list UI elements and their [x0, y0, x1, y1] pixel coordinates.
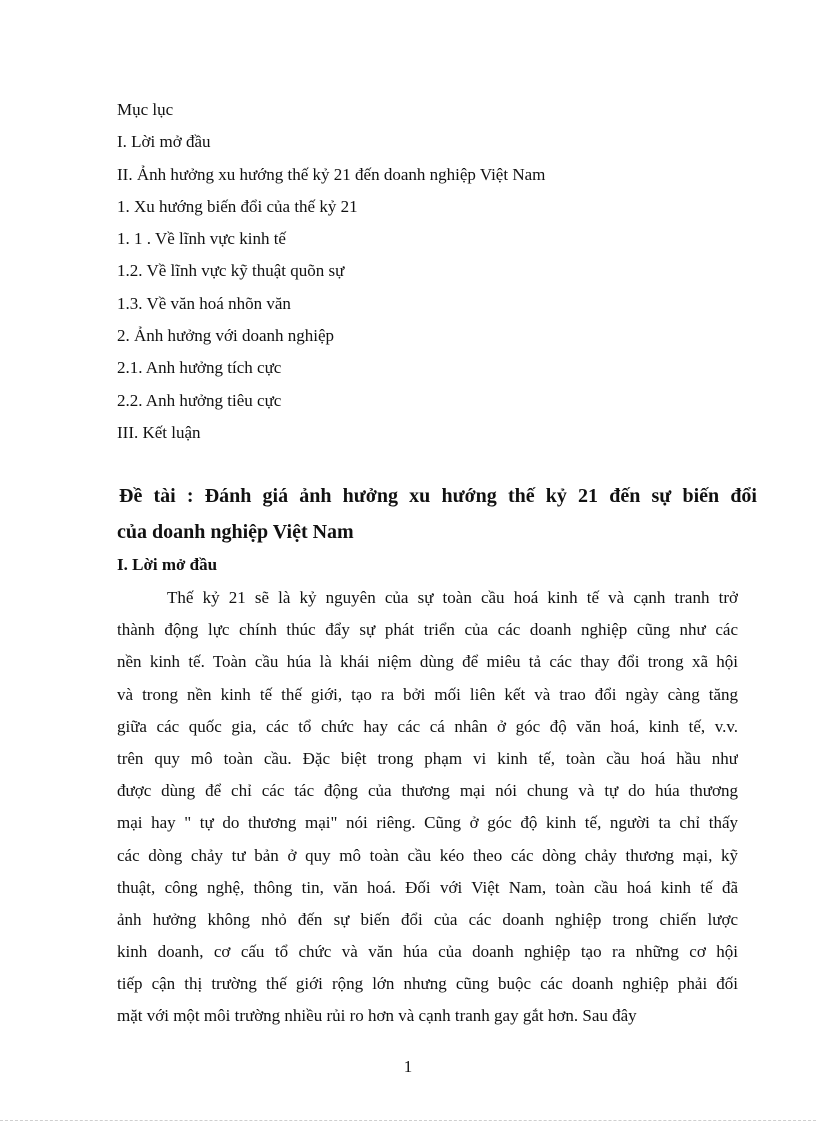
body-paragraph	[117, 582, 738, 1033]
toc-heading: Mục lục	[117, 100, 174, 119]
page-number: 1	[403, 1057, 413, 1076]
table-of-contents	[117, 94, 737, 449]
paragraph-line: ảnh hưởng không nhỏ đến sự biến đổi của các doanh nghiệp trong chiến lược	[117, 909, 738, 929]
document-title-line-1: Đề tài : Đánh giá ảnh hưởng xu hướng thế kỷ 21 đến sự biến đổi	[119, 485, 757, 507]
toc-item: 2.2. Anh hưởng tiêu cực	[117, 390, 282, 410]
paragraph-line: và trong nền kinh tế thế giới, tạo ra bởi mối liên kết và trao đổi ngày càng tăng	[117, 684, 738, 704]
paragraph-line: tiếp cận thị trường thế giới rộng lớn nhưng cũng buộc các doanh nghiệp phải đối	[117, 974, 738, 994]
paragraph-line: mặt với một môi trường nhiều rủi ro hơn và cạnh tranh gay gắt hơn. Sau đây	[117, 1006, 637, 1026]
document-title-line-2: của doanh nghiệp Việt Nam	[117, 521, 354, 543]
paragraph-line: Thế kỷ 21 sẽ là kỷ nguyên của sự toàn cầu hoá kinh tế và cạnh tranh trở	[167, 588, 738, 607]
toc-item: I. Lời mở đầu	[117, 132, 211, 152]
toc-item: III. Kết luận	[117, 422, 201, 442]
document-title	[117, 478, 757, 550]
paragraph-line: mại hay " tự do thương mại" nói riêng. Cũng ở góc độ kinh tế, người ta chỉ thấy	[117, 813, 738, 833]
paragraph-line: các dòng chảy tư bản ở quy mô toàn cầu kéo theo các dòng chảy thương mại, kỹ	[117, 845, 738, 865]
toc-item: 1.3. Về văn hoá nhõn văn	[117, 293, 291, 313]
paragraph-line: nền kinh tế. Toàn cầu húa là khái niệm dùng để miêu tả các thay đổi trong xã hội	[117, 652, 738, 672]
section-heading: I. Lời mở đầu	[117, 555, 218, 574]
toc-item: II. Ảnh hưởng xu hướng thế kỷ 21 đến doanh nghiệp Việt Nam	[117, 164, 546, 184]
toc-item: 2. Ảnh hưởng với doanh nghiệp	[117, 326, 335, 346]
paragraph-line: thành động lực chính thúc đẩy sự phát triển của các doanh nghiệp cũng như các	[117, 620, 738, 640]
paragraph-line: kinh doanh, cơ cấu tổ chức và văn húa của doanh nghiệp tạo ra những cơ hội	[117, 942, 738, 962]
paragraph-line: giữa các quốc gia, các tổ chức hay các cá nhân ở góc độ văn hoá, kinh tế, v.v.	[117, 716, 738, 736]
paragraph-line: thuật, công nghệ, thông tin, văn hoá. Đối với Việt Nam, toàn cầu hoá kinh tế đã	[117, 877, 738, 897]
paragraph-line: được dùng để chỉ các tác động của thương mại nói chung và tự do húa thương	[117, 781, 738, 801]
toc-item: 1.2. Về lĩnh vực kỹ thuật quõn sự	[117, 261, 345, 281]
toc-item: 1. 1 . Về lĩnh vực kinh tế	[117, 229, 286, 249]
toc-item: 1. Xu hướng biến đổi của thế kỷ 21	[117, 196, 358, 216]
paragraph-line: trên quy mô toàn cầu. Đặc biệt trong phạm vi kinh tế, toàn cầu hoá hầu như	[117, 748, 738, 768]
toc-item: 2.1. Anh hưởng tích cực	[117, 358, 282, 378]
page-break-divider	[0, 1120, 816, 1121]
